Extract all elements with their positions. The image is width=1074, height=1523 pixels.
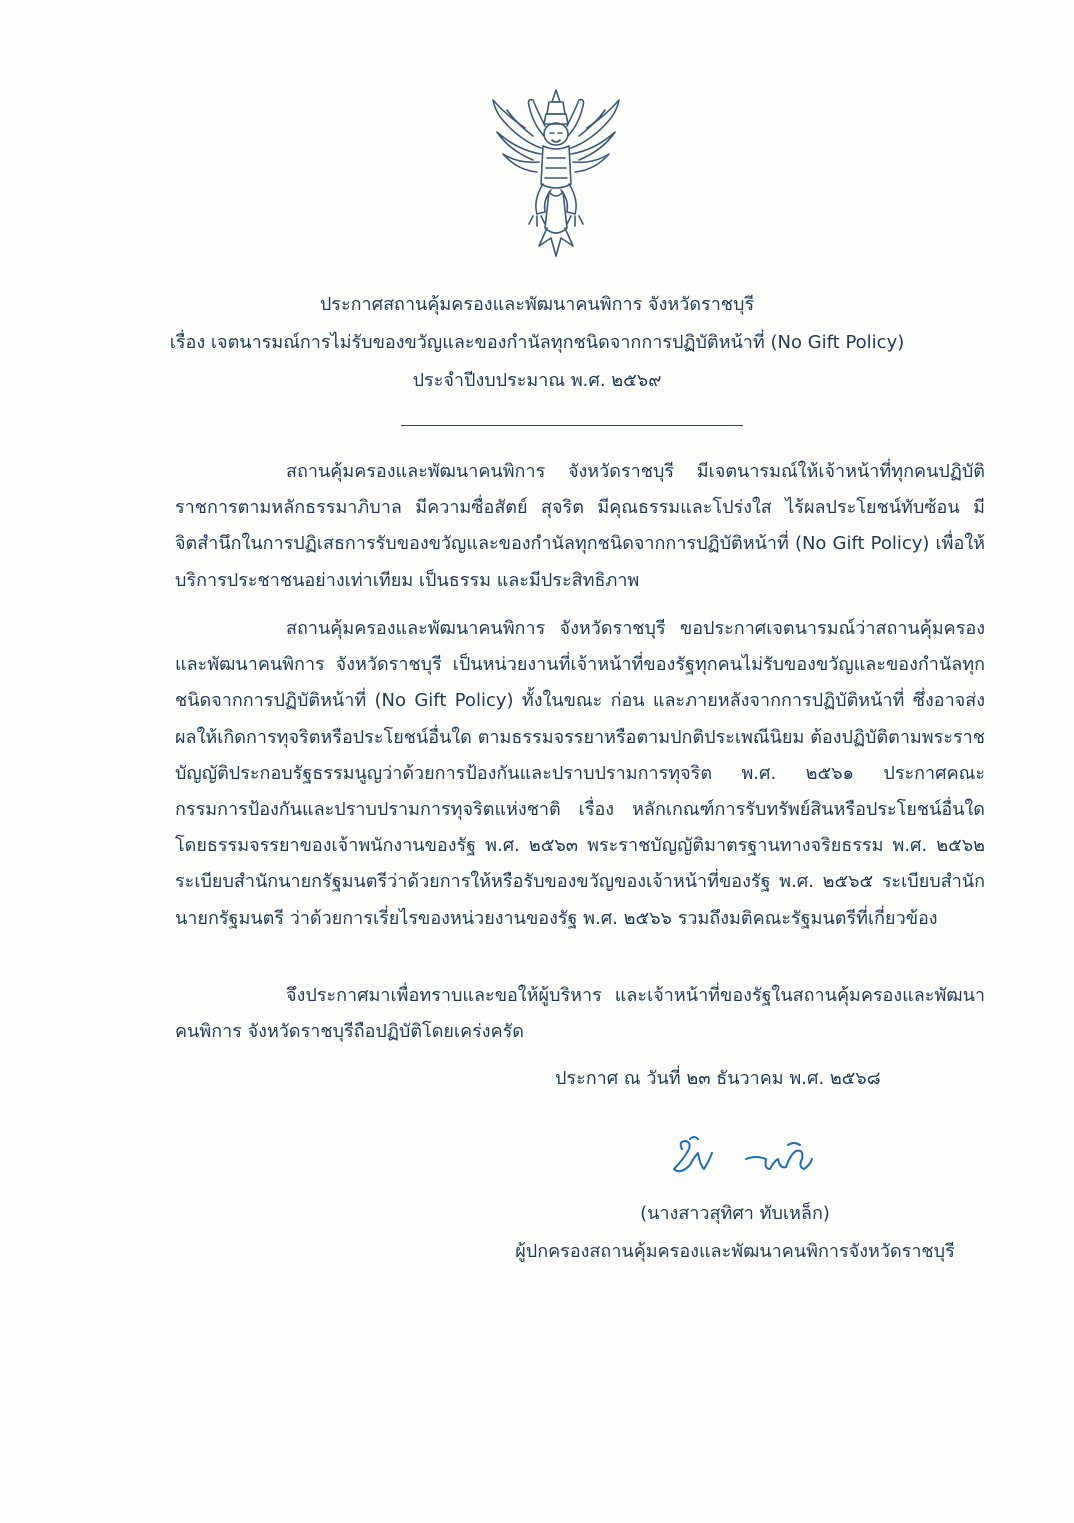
- header-title: ประกาศสถานคุ้มครองและพัฒนาคนพิการ จังหวัดราชบุรี: [319, 294, 755, 315]
- announcement-header: [100, 286, 974, 400]
- paragraph-1: [175, 454, 985, 599]
- header-subject: เรื่อง เจตนารมณ์การไม่รับของขวัญและของกำนัลทุกชนิดจากการปฏิบัติหน้าที่ (No Gift Policy): [169, 332, 905, 353]
- handwritten-signature: [660, 1135, 840, 1185]
- paragraph-1-text: สถานคุ้มครองและพัฒนาคนพิการ จังหวัดราชบุรี มีเจตนารมณ์ให้เจ้าหน้าที่ทุกคนปฏิบัติราชการตามหลักธรรมาภิบาล มีความซื่อสัตย์ สุจริต มีคุณธรรมและโปร่งใส ไร้ผลประโยชน์ทับซ้อน มีจิตสำนึกในการปฏิเสธการรับของขวัญและของกำนัลทุกชนิดจากการปฏิบัติหน้าที่ (No Gift Policy) เพื่อให้บริการประชาชนอย่างเท่าเทียม เป็นธรรม และมีประสิทธิภาพ: [175, 461, 985, 591]
- signer-name: (นางสาวสุทิศา ทับเหล็ก): [640, 1203, 830, 1224]
- garuda-emblem-icon: [489, 88, 623, 260]
- paragraph-2: [175, 611, 985, 937]
- announcement-date: ประกาศ ณ วันที่ ๒๓ ธันวาคม พ.ศ. ๒๕๖๘: [555, 1068, 881, 1089]
- header-divider: [401, 425, 743, 426]
- header-fiscal-year: ประจำปีงบประมาณ พ.ศ. ๒๕๖๙: [412, 370, 662, 391]
- paragraph-3-text: จึงประกาศมาเพื่อทราบและขอให้ผู้บริหาร และเจ้าหน้าที่ของรัฐในสถานคุ้มครองและพัฒนาคนพิการ จังหวัดราชบุรีถือปฏิบัติโดยเคร่งครัด: [175, 985, 985, 1043]
- paragraph-3: [175, 978, 985, 1050]
- paragraph-2-text: สถานคุ้มครองและพัฒนาคนพิการ จังหวัดราชบุรี ขอประกาศเจตนารมณ์ว่าสถานคุ้มครองและพัฒนาคนพิการ จังหวัดราชบุรี เป็นหน่วยงานที่เจ้าหน้าที่ของรัฐทุกคนไม่รับของขวัญและของกำนัลทุกชนิดจากการปฏิบัติหน้าที่ (No Gift Policy) ทั้งในขณะ ก่อน และภายหลังจากการปฏิบัติหน้าที่ ซึ่งอาจส่งผลให้เกิดการทุจริตหรือประโยชน์อื่นใด ตามธรรมจรรยาหรือตามปกติประเพณีนิยม ต้องปฏิบัติตามพระราชบัญญัติประกอบรัฐธรรมนูญว่าด้วยการป้องกันและปราบปรามการทุจริต พ.ศ. ๒๕๖๑ ประกาศคณะกรรมการป้องกันและปราบปรามการทุจริตแห่งชาติ เรื่อง หลักเกณฑ์การรับทรัพย์สินหรือประโยชน์อื่นใดโดยธรรมจรรยาของเจ้าพนักงานของรัฐ พ.ศ. ๒๕๖๓ พระราชบัญญัติมาตรฐานทางจริยธรรม พ.ศ. ๒๕๖๒ ระเบียบสำนักนายกรัฐมนตรีว่าด้วยการให้หรือรับของขวัญของเจ้าหน้าที่ของรัฐ พ.ศ. ๒๕๖๕ ระเบียบสำนักนายกรัฐมนตรี ว่าด้วยการเรี่ยไรของหน่วยงานของรัฐ พ.ศ. ๒๕๖๖ รวมถึงมติคณะรัฐมนตรีที่เกี่ยวข้อง: [175, 618, 985, 929]
- signer-title: ผู้ปกครองสถานคุ้มครองและพัฒนาคนพิการจังหวัดราชบุรี: [515, 1241, 955, 1262]
